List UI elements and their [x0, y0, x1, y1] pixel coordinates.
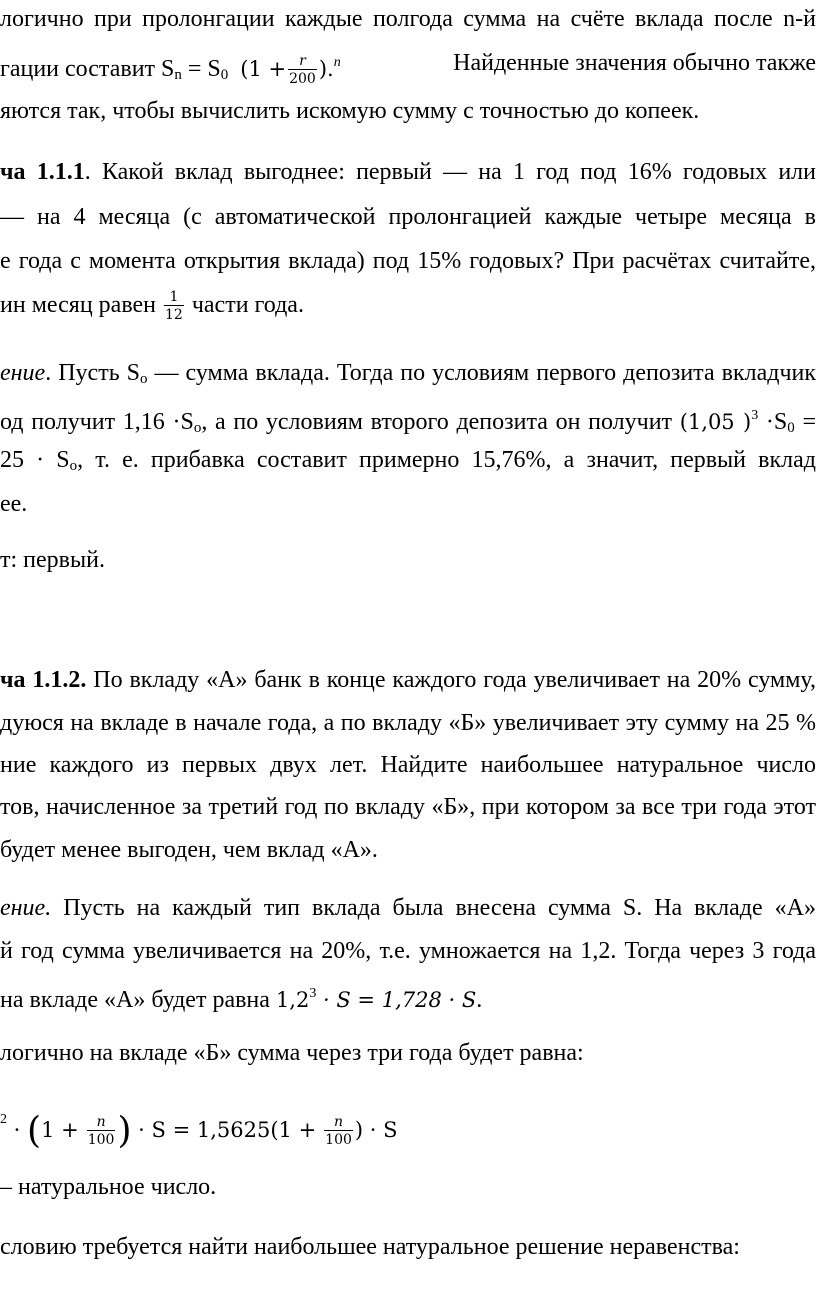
- subscript: o: [140, 371, 148, 387]
- text-fragment: од получит 1,16 ·S: [0, 409, 194, 435]
- text-fragment: .: [476, 987, 483, 1013]
- text-fragment: = S: [181, 56, 221, 82]
- subscript: 0: [220, 67, 229, 83]
- text-fragment: гации составит S: [0, 56, 175, 82]
- problem-line-fraction: [0, 290, 304, 322]
- problem-line: — на 4 месяца (с автоматической пролонгацией каждые четыре месяца в: [0, 204, 816, 230]
- left-paren: (: [27, 1110, 42, 1152]
- solution-label: ение: [0, 360, 46, 386]
- text-line: яются так, чтобы вычислить искомую сумму с точностью до копеек.: [0, 98, 700, 124]
- text-line-formula: [0, 48, 816, 90]
- problem-line: будет менее выгоден, чем вклад «А».: [0, 837, 378, 863]
- math-fragment: 1 +: [41, 1118, 79, 1142]
- fraction: [288, 54, 317, 86]
- text-fragment: По вкладу «А» банк в конце каждого года увеличивает на 20% сумму,: [86, 667, 816, 693]
- math-fragment: ).: [318, 57, 334, 81]
- problem-label: ча 1.1.1: [0, 159, 85, 185]
- text-fragment: =: [794, 409, 816, 435]
- text-fragment: . Какой вклад выгоднее: первый — на 1 год под 16% годовых или: [84, 159, 816, 185]
- text-line: – натуральное число.: [0, 1174, 217, 1200]
- math-fragment: ) · S: [354, 1118, 398, 1142]
- solution-line: [0, 893, 816, 923]
- text-fragment: на вкладе «А» будет равна: [0, 987, 276, 1013]
- text-fragment: ин месяц равен: [0, 292, 156, 318]
- fraction: [87, 1115, 116, 1147]
- answer-line: т: первый.: [0, 547, 105, 573]
- math-fragment: (1,05 ): [679, 410, 752, 434]
- fraction-numerator: n: [87, 1115, 116, 1131]
- problem-line: [0, 157, 816, 187]
- fraction-numerator: r: [288, 54, 317, 70]
- subscript: 0: [787, 420, 795, 436]
- fraction: [324, 1115, 353, 1147]
- text-fragment: — сумма вклада. Тогда по условиям первого депозита вкладчик: [154, 360, 816, 386]
- problem-line: е года с момента открытия вклада) под 15% годовых? При расчётах считайте,: [0, 248, 816, 274]
- solution-line: [0, 401, 816, 443]
- math-fragment: (1 +: [240, 57, 287, 81]
- fraction-denominator: 100: [87, 1132, 115, 1149]
- math-fragment: 1,2: [275, 988, 310, 1012]
- superscript: 2: [0, 1112, 7, 1127]
- right-paren: ): [117, 1110, 132, 1152]
- subscript: n: [174, 67, 182, 83]
- math-fragment: · S = 1,728 · S: [316, 988, 477, 1012]
- display-formula: [0, 1098, 398, 1152]
- superscript: n: [333, 55, 341, 70]
- text-fragment: ·S: [758, 409, 788, 435]
- text-fragment: , т. е. прибавка составит примерно 15,76%, а значит, первый вклад: [77, 447, 816, 473]
- solution-line: [0, 979, 482, 1015]
- superscript: 3: [751, 408, 759, 423]
- text-line: словию требуется найти наибольшее натуральное решение неравенства:: [0, 1234, 740, 1260]
- text-fragment: Найденные значения обычно также: [453, 50, 816, 76]
- subscript: o: [193, 420, 202, 436]
- math-fragment: · S = 1,5625(1 +: [131, 1118, 317, 1142]
- text-fragment: . Пусть S: [45, 360, 141, 386]
- fraction-numerator: 1: [164, 290, 184, 306]
- solution-line: [0, 445, 816, 481]
- subscript: o: [69, 458, 78, 474]
- problem-label: ча 1.1.2.: [0, 667, 87, 693]
- text-line: логично при пролонгации каждые полгода сумма на счёте вклада после n-й: [0, 6, 816, 32]
- solution-label: ение.: [0, 895, 52, 921]
- problem-line: дуюся на вкладе в начале года, а по вкладу «Б» увеличивает эту сумму на 25 %: [0, 710, 816, 736]
- superscript: 3: [309, 986, 317, 1001]
- problem-line: ние каждого из первых двух лет. Найдите наибольшее натуральное число: [0, 752, 816, 778]
- problem-line: тов, начисленное за третий год по вкладу «Б», при котором за все три года этот: [0, 794, 816, 820]
- solution-line: логично на вкладе «Б» сумма через три года будет равна:: [0, 1040, 584, 1066]
- fraction-numerator: n: [324, 1115, 353, 1131]
- math-fragment: ·: [7, 1118, 28, 1142]
- solution-line: ее.: [0, 491, 28, 517]
- text-fragment: Пусть на каждый тип вклада была внесена сумма S. На вкладе «А»: [51, 895, 816, 921]
- problem-line: [0, 665, 816, 695]
- text-fragment: , а по условиям второго депозита он получит: [201, 409, 680, 435]
- fraction-denominator: 12: [165, 307, 183, 324]
- text-fragment: 25 · S: [0, 447, 70, 473]
- fraction-denominator: 200: [289, 71, 316, 88]
- fraction: [164, 290, 184, 322]
- text-fragment: части года.: [191, 292, 304, 318]
- solution-line: [0, 358, 816, 394]
- solution-line: й год сумма увеличивается на 20%, т.е. умножается на 1,2. Тогда через 3 года: [0, 938, 816, 964]
- fraction-denominator: 100: [325, 1132, 352, 1149]
